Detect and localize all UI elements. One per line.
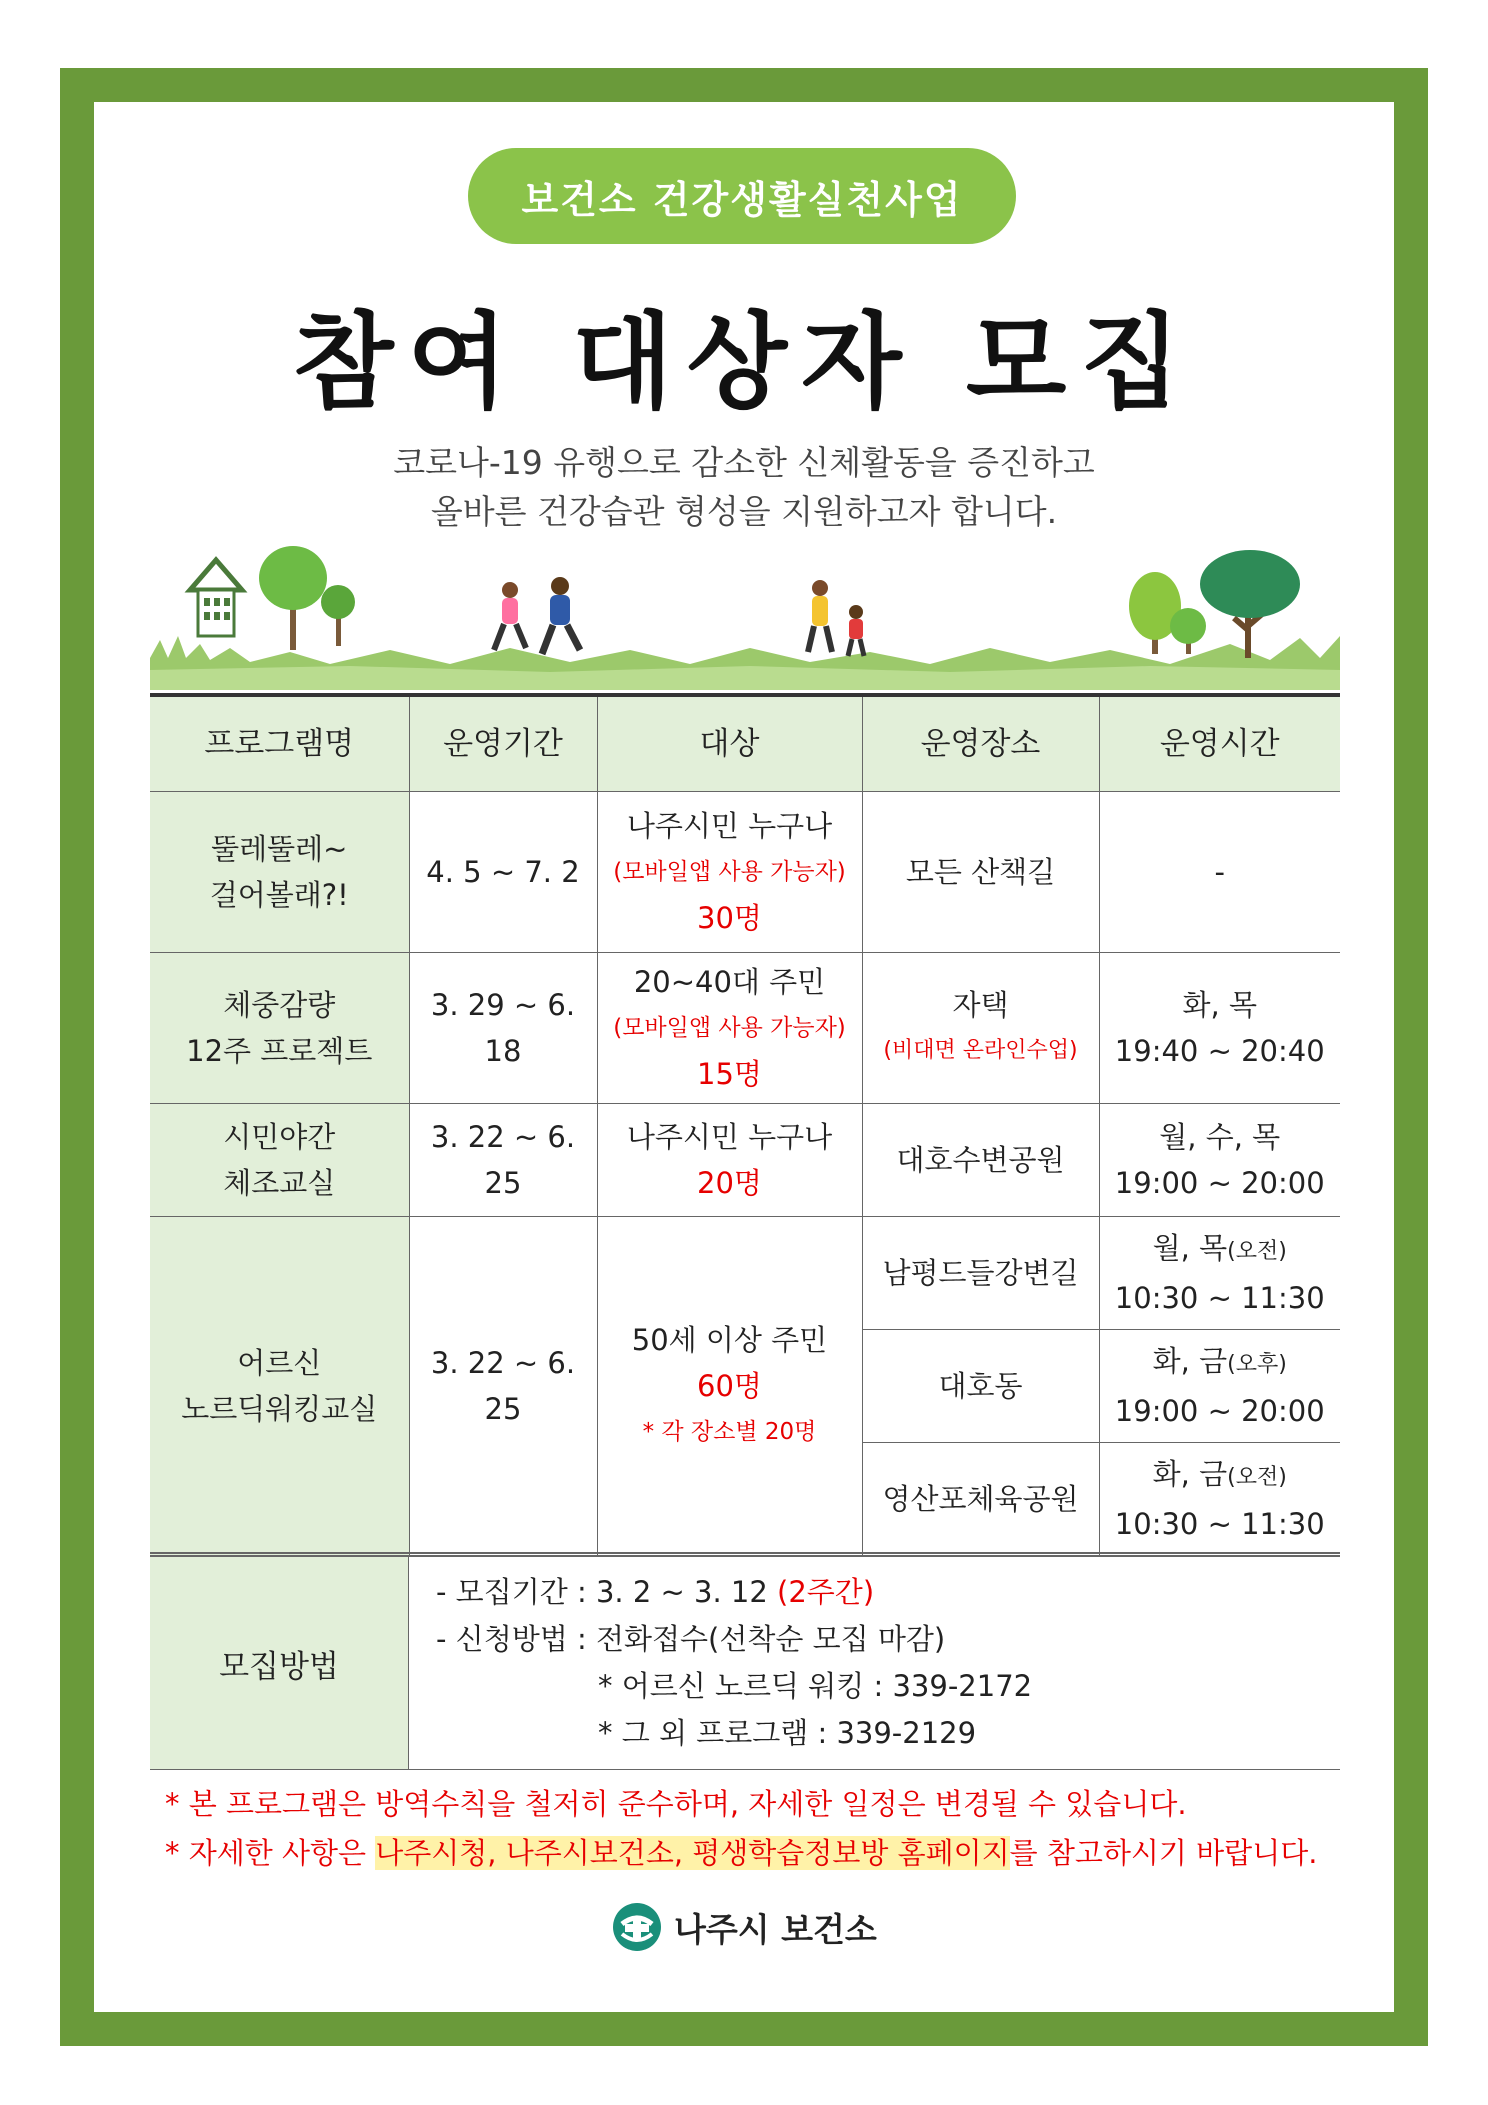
place-cell: 대호수변공원	[862, 1104, 1099, 1217]
walker-icon	[808, 580, 832, 652]
table-row	[150, 1104, 1340, 1217]
runner-icon	[494, 582, 526, 650]
target-cell	[597, 1217, 862, 1556]
table-header-row	[150, 695, 1340, 792]
place-cell: 대호동	[862, 1330, 1099, 1443]
target-count: 30명	[697, 901, 762, 935]
intro-line-2: 올바른 건강습관 형성을 지원하고자 합니다.	[430, 492, 1058, 531]
tree-icon	[1129, 572, 1181, 654]
program-name-line: 뚤레뚤레~	[211, 832, 348, 866]
health-center-logo-icon	[612, 1902, 662, 1952]
tree-icon	[259, 546, 327, 650]
program-name-line: 체중감량	[223, 988, 336, 1022]
header-period: 운영기간	[409, 695, 597, 792]
period-cell: 3. 22 ~ 6. 25	[409, 1217, 597, 1556]
program-name-cell	[150, 792, 409, 953]
intro-line-1: 코로나-19 유행으로 감소한 신체활동을 증진하고	[393, 443, 1095, 482]
child-icon	[848, 605, 864, 656]
recruit-period-note: (2주간)	[777, 1575, 875, 1609]
target-text: 20~40대 주민	[633, 965, 826, 999]
method-label: 모집방법	[150, 1557, 409, 1769]
org-name: 나주시 보건소	[674, 1909, 877, 1949]
time-days: 화, 금	[1152, 1344, 1228, 1378]
target-note: * 각 장소별 20명	[642, 1419, 817, 1445]
program-name-line: 어르신	[237, 1346, 322, 1380]
period-cell: 3. 22 ~ 6. 25	[409, 1104, 597, 1217]
program-name-cell	[150, 1217, 409, 1556]
recruit-period	[436, 1569, 1032, 1616]
program-name-line: 걸어볼래?!	[209, 878, 349, 912]
table-row	[150, 953, 1340, 1104]
program-name-cell	[150, 1104, 409, 1217]
program-badge: 보건소 건강생활실천사업	[468, 148, 1016, 244]
time-days: 화, 금	[1152, 1457, 1228, 1491]
target-count: 60명	[697, 1369, 762, 1403]
program-name-line: 시민야간	[223, 1120, 336, 1154]
time-hours: 10:30 ~ 11:30	[1114, 1507, 1325, 1541]
notice-2-suffix: 를 참고하시기 바랍니다.	[1009, 1836, 1318, 1870]
phone-nordic: * 어르신 노르딕 워킹 : 339-2172	[598, 1669, 1033, 1703]
recruitment-method	[150, 1552, 1340, 1770]
target-text: 나주시민 누구나	[626, 809, 833, 843]
tree-icon	[1170, 608, 1206, 654]
place-note: (비대면 온라인수업)	[883, 1038, 1078, 1063]
recruit-period-text: - 모집기간 : 3. 2 ~ 3. 12	[436, 1575, 778, 1609]
time-hours: 10:30 ~ 11:30	[1114, 1281, 1325, 1315]
target-note: (모바일앱 사용 가능자)	[613, 859, 846, 885]
org-logo	[612, 1902, 877, 1952]
time-cell: -	[1099, 792, 1340, 953]
program-table	[150, 693, 1340, 1556]
target-count: 15명	[697, 1057, 762, 1091]
place-text: 자택	[952, 988, 1009, 1022]
park-illustration	[150, 540, 1340, 690]
method-details	[436, 1569, 1032, 1757]
place-cell: 남평드들강변길	[862, 1217, 1099, 1330]
phone-other: * 그 외 프로그램 : 339-2129	[598, 1716, 977, 1750]
program-name-line: 12주 프로젝트	[186, 1034, 373, 1068]
program-name-line: 체조교실	[223, 1166, 336, 1200]
notice-2-prefix: * 자세한 사항은	[165, 1836, 376, 1870]
time-cell	[1099, 1217, 1340, 1330]
time-days: 화, 목	[1182, 988, 1257, 1022]
time-hours: 19:00 ~ 20:00	[1114, 1166, 1325, 1200]
time-days: 월, 목	[1152, 1231, 1228, 1265]
time-hours: 19:00 ~ 20:00	[1114, 1394, 1325, 1428]
header-time: 운영시간	[1099, 695, 1340, 792]
header-program-name: 프로그램명	[150, 695, 409, 792]
notice-2	[165, 1829, 1317, 1878]
notice-2-highlight: 나주시청, 나주시보건소, 평생학습정보방 홈페이지	[375, 1836, 1010, 1870]
time-cell	[1099, 953, 1340, 1104]
runner-icon	[542, 577, 580, 654]
target-cell	[597, 953, 862, 1104]
intro-text	[0, 438, 1488, 536]
time-ampm: (오후)	[1227, 1352, 1287, 1377]
target-text: 50세 이상 주민	[631, 1323, 828, 1357]
table-row	[150, 1217, 1340, 1330]
target-text: 나주시민 누구나	[626, 1120, 833, 1154]
program-name-cell	[150, 953, 409, 1104]
period-cell: 4. 5 ~ 7. 2	[409, 792, 597, 953]
notice-section	[165, 1780, 1317, 1878]
target-cell	[597, 792, 862, 953]
time-ampm: (오전)	[1227, 1239, 1287, 1264]
place-cell	[862, 953, 1099, 1104]
house-icon	[190, 560, 242, 636]
place-cell: 영산포체육공원	[862, 1443, 1099, 1556]
tree-icon	[1200, 550, 1300, 658]
header-target: 대상	[597, 695, 862, 792]
header-place: 운영장소	[862, 695, 1099, 792]
notice-1: * 본 프로그램은 방역수칙을 철저히 준수하며, 자세한 일정은 변경될 수 있습니다.	[165, 1787, 1187, 1821]
time-ampm: (오전)	[1227, 1465, 1287, 1490]
page-title: 참여 대상자 모집	[293, 301, 1195, 423]
tree-icon	[321, 585, 355, 646]
period-cell: 3. 29 ~ 6. 18	[409, 953, 597, 1104]
target-count: 20명	[697, 1166, 762, 1200]
place-cell: 모든 산책길	[862, 792, 1099, 953]
time-hours: 19:40 ~ 20:40	[1114, 1034, 1325, 1068]
target-cell	[597, 1104, 862, 1217]
time-cell	[1099, 1104, 1340, 1217]
target-note: (모바일앱 사용 가능자)	[613, 1015, 846, 1041]
time-cell	[1099, 1330, 1340, 1443]
time-days: 월, 수, 목	[1159, 1120, 1281, 1154]
time-cell	[1099, 1443, 1340, 1556]
apply-method: - 신청방법 : 전화접수(선착순 모집 마감)	[436, 1622, 946, 1656]
program-name-line: 노르딕워킹교실	[181, 1392, 378, 1426]
table-row	[150, 792, 1340, 953]
